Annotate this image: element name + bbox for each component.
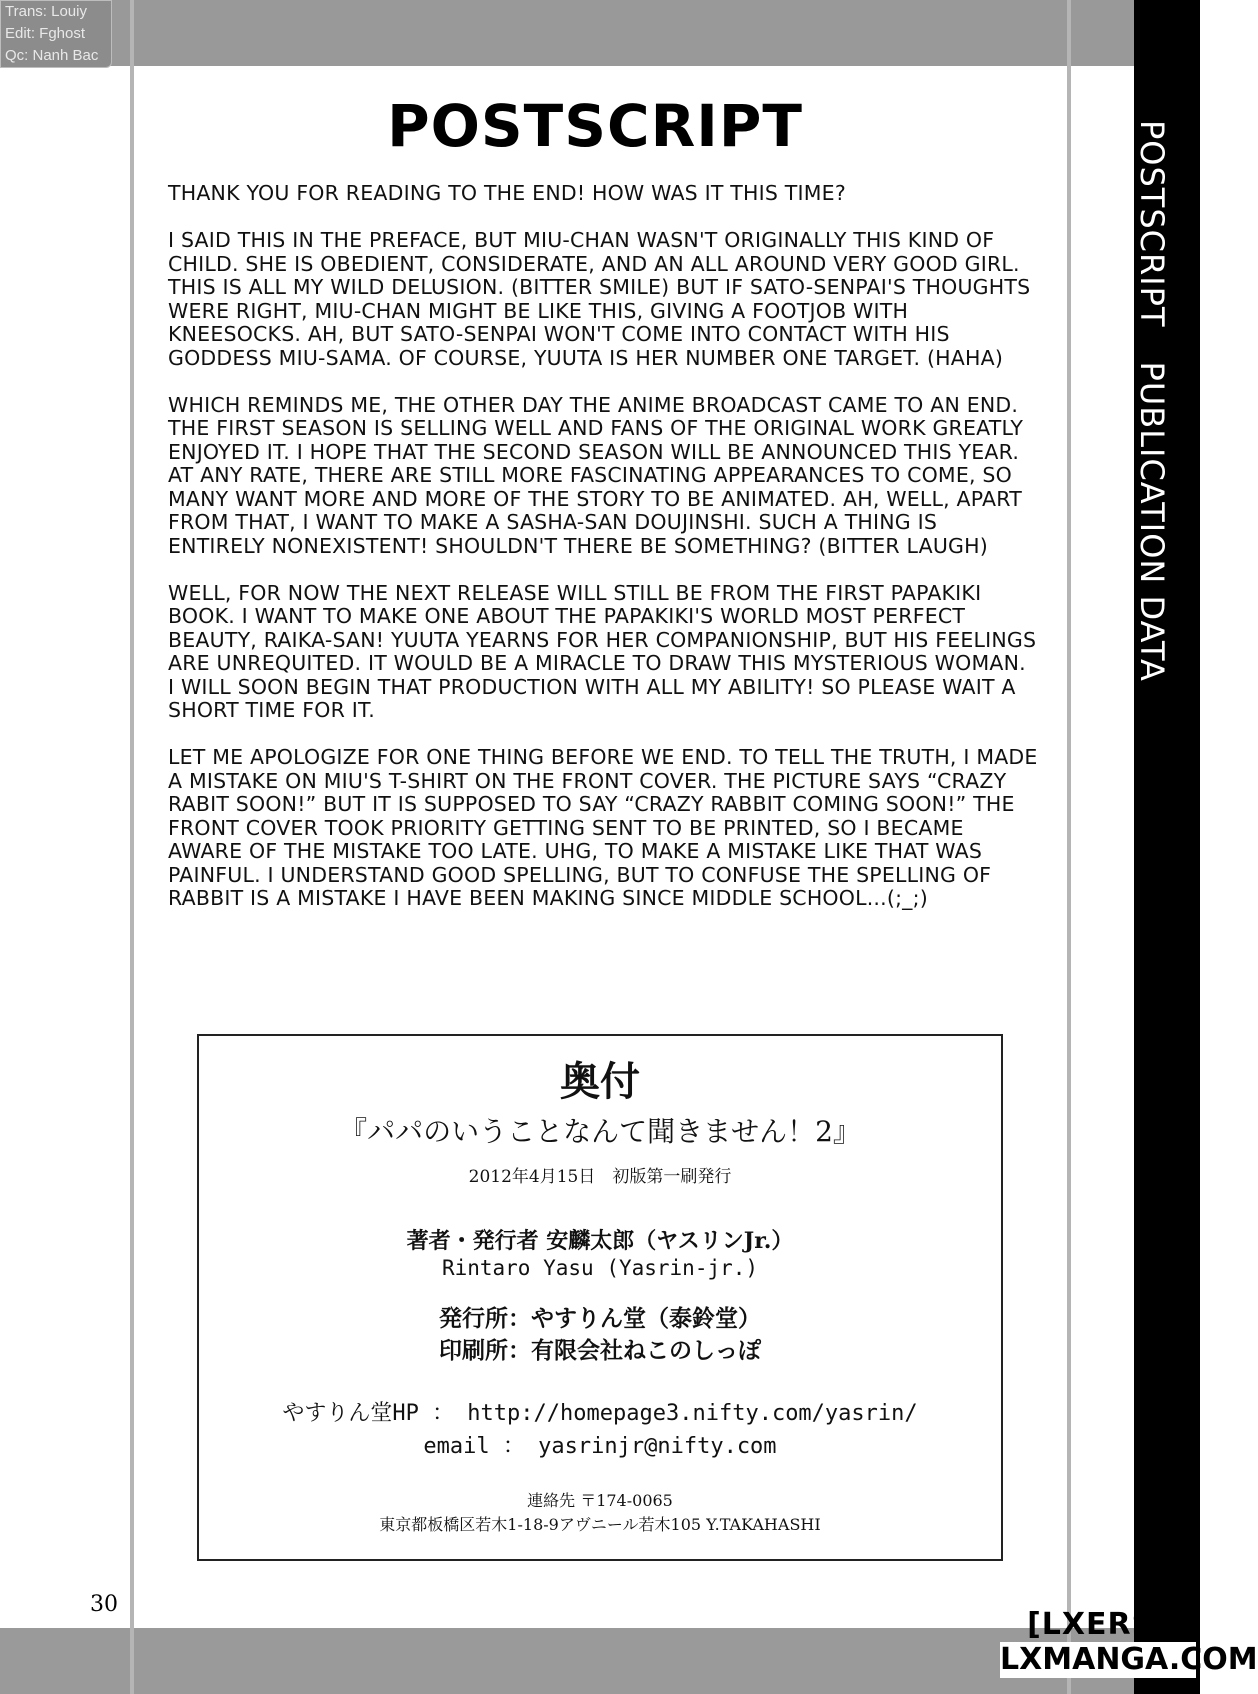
credit-qc: Qc: Nanh Bac — [5, 47, 99, 64]
paragraph: THANK YOU FOR READING TO THE END! HOW WAS IT THIS TIME? — [168, 181, 846, 205]
homepage-line: やすりん堂HP ： http://homepage3.nifty.com/yasrin/ — [282, 1401, 918, 1426]
address-line: 東京都板橋区若木1-18-9アヴニール若木105 Y.TAKAHASHI — [379, 1515, 821, 1534]
publication-date: 2012年4月15日 初版第一刷発行 — [468, 1167, 732, 1187]
publisher-line: 発行所：やすりん堂（泰鈴堂） — [439, 1305, 761, 1332]
paragraph: I SAID THIS IN THE PREFACE, BUT MIU-CHAN WASN'T ORIGINALLY THIS KIND OF CHILD. SHE IS OBEDIENT, CONSIDERATE, AND AN ALL AROUND VERY GOOD GIRL. THIS IS ALL MY WILD DELUSION. (BITTER SMILE) BUT IF SATO-SENPAI'S THOUGHTS WERE RIGHT, MIU-CHAN MIGHT BE LIKE THIS, GIVING A FOOTJOB WITH KNEESOCKS. AH, BUT SATO-SENPAI WON'T COME INTO CONTACT WITH HIS GODDESS MIU-SAMA. OF COURSE, YUUTA IS HER NUMBER ONE TARGET. (HAHA) — [168, 228, 1031, 370]
side-tab-label — [1133, 120, 1171, 682]
book-title: 『パパのいうことなんて聞きません！2』 — [339, 1115, 861, 1148]
top-gray-band — [0, 0, 1134, 66]
side-tab-publication-data: PUBLICATION DATA — [1133, 361, 1171, 682]
author-line: 著者・発行者 安麟太郎（ヤスリンJr.） — [406, 1228, 794, 1254]
page-number: 30 — [90, 1592, 118, 1617]
colophon-heading: 奥付 — [560, 1058, 640, 1105]
side-tab-postscript: POSTSCRIPT — [1133, 120, 1171, 328]
left-frame-line — [130, 0, 134, 1694]
publication-data-box — [197, 1034, 1003, 1561]
contact-line: 連絡先 〒174-0065 — [527, 1491, 673, 1510]
right-frame-line — [1067, 0, 1071, 1694]
watermark-line2: LXMANGA.COM — [1000, 1642, 1258, 1677]
credit-edit: Edit: Fghost — [5, 25, 86, 42]
printer-line: 印刷所：有限会社ねこのしっぽ — [439, 1337, 761, 1364]
author-romaji: Rintaro Yasu (Yasrin-jr.) — [441, 1256, 759, 1280]
bottom-gray-band — [0, 1628, 1134, 1694]
postscript-body — [168, 182, 1038, 934]
email-line: email ： yasrinjr@nifty.com — [423, 1434, 777, 1459]
paragraph: WELL, FOR NOW THE NEXT RELEASE WILL STILL BE FROM THE FIRST PAPAKIKI BOOK. I WANT TO MAKE ONE ABOUT THE PAPAKIKI'S WORLD MOST PERFECT BEAUTY, RAIKA-SAN! YUUTA YEARNS FOR HER COMPANIONSHIP, BUT HIS FEELINGS ARE UNREQUITED. IT WOULD BE A MIRACLE TO DRAW THIS MYSTERIOUS WOMAN. I WILL SOON BEGIN THAT PRODUCTION WITH ALL MY ABILITY! SO PLEASE WAIT A SHORT TIME FOR IT. — [168, 580, 1037, 722]
scanlation-credits — [0, 0, 112, 68]
credit-trans: Trans: Louiy — [5, 3, 87, 20]
paragraph: LET ME APOLOGIZE FOR ONE THING BEFORE WE END. TO TELL THE TRUTH, I MADE A MISTAKE ON MIU'S T-SHIRT ON THE FRONT COVER. THE PICTURE SAYS “CRAZY RABIT SOON!” BUT IT IS SUPPOSED TO SAY “CRAZY RABBIT COMING SOON!” THE FRONT COVER TOOK PRIORITY GETTING SENT TO BE PRINTED, SO I BECAME AWARE OF THE MISTAKE TOO LATE. UHG, TO MAKE A MISTAKE LIKE THAT WAS PAINFUL. I UNDERSTAND GOOD SPELLING, BUT TO CONFUSE THE SPELLING OF RABBIT IS A MISTAKE I HAVE BEEN MAKING SINCE MIDDLE SCHOOL...(;_;) — [168, 745, 1038, 910]
paragraph: WHICH REMINDS ME, THE OTHER DAY THE ANIME BROADCAST CAME TO AN END. THE FIRST SEASON IS SELLING WELL AND FANS OF THE ORIGINAL WORK GREATLY ENJOYED IT. I HOPE THAT THE SECOND SEASON WILL BE ANNOUNCED THIS YEAR. AT ANY RATE, THERE ARE STILL MORE FASCINATING APPEARANCES TO COME, SO MANY WANT MORE AND MORE OF THE STORY TO BE ANIMATED. AH, WELL, APART FROM THAT, I WANT TO MAKE A SASHA-SAN DOUJINSHI. SUCH A THING IS ENTIRELY NONEXISTENT! SHOULDN'T THERE BE SOMETHING? (BITTER LAUGH) — [168, 392, 1024, 558]
site-watermark — [1000, 1607, 1258, 1678]
page-title: POSTSCRIPT — [387, 92, 803, 160]
watermark-line1: [LXERS] — [1027, 1607, 1169, 1642]
